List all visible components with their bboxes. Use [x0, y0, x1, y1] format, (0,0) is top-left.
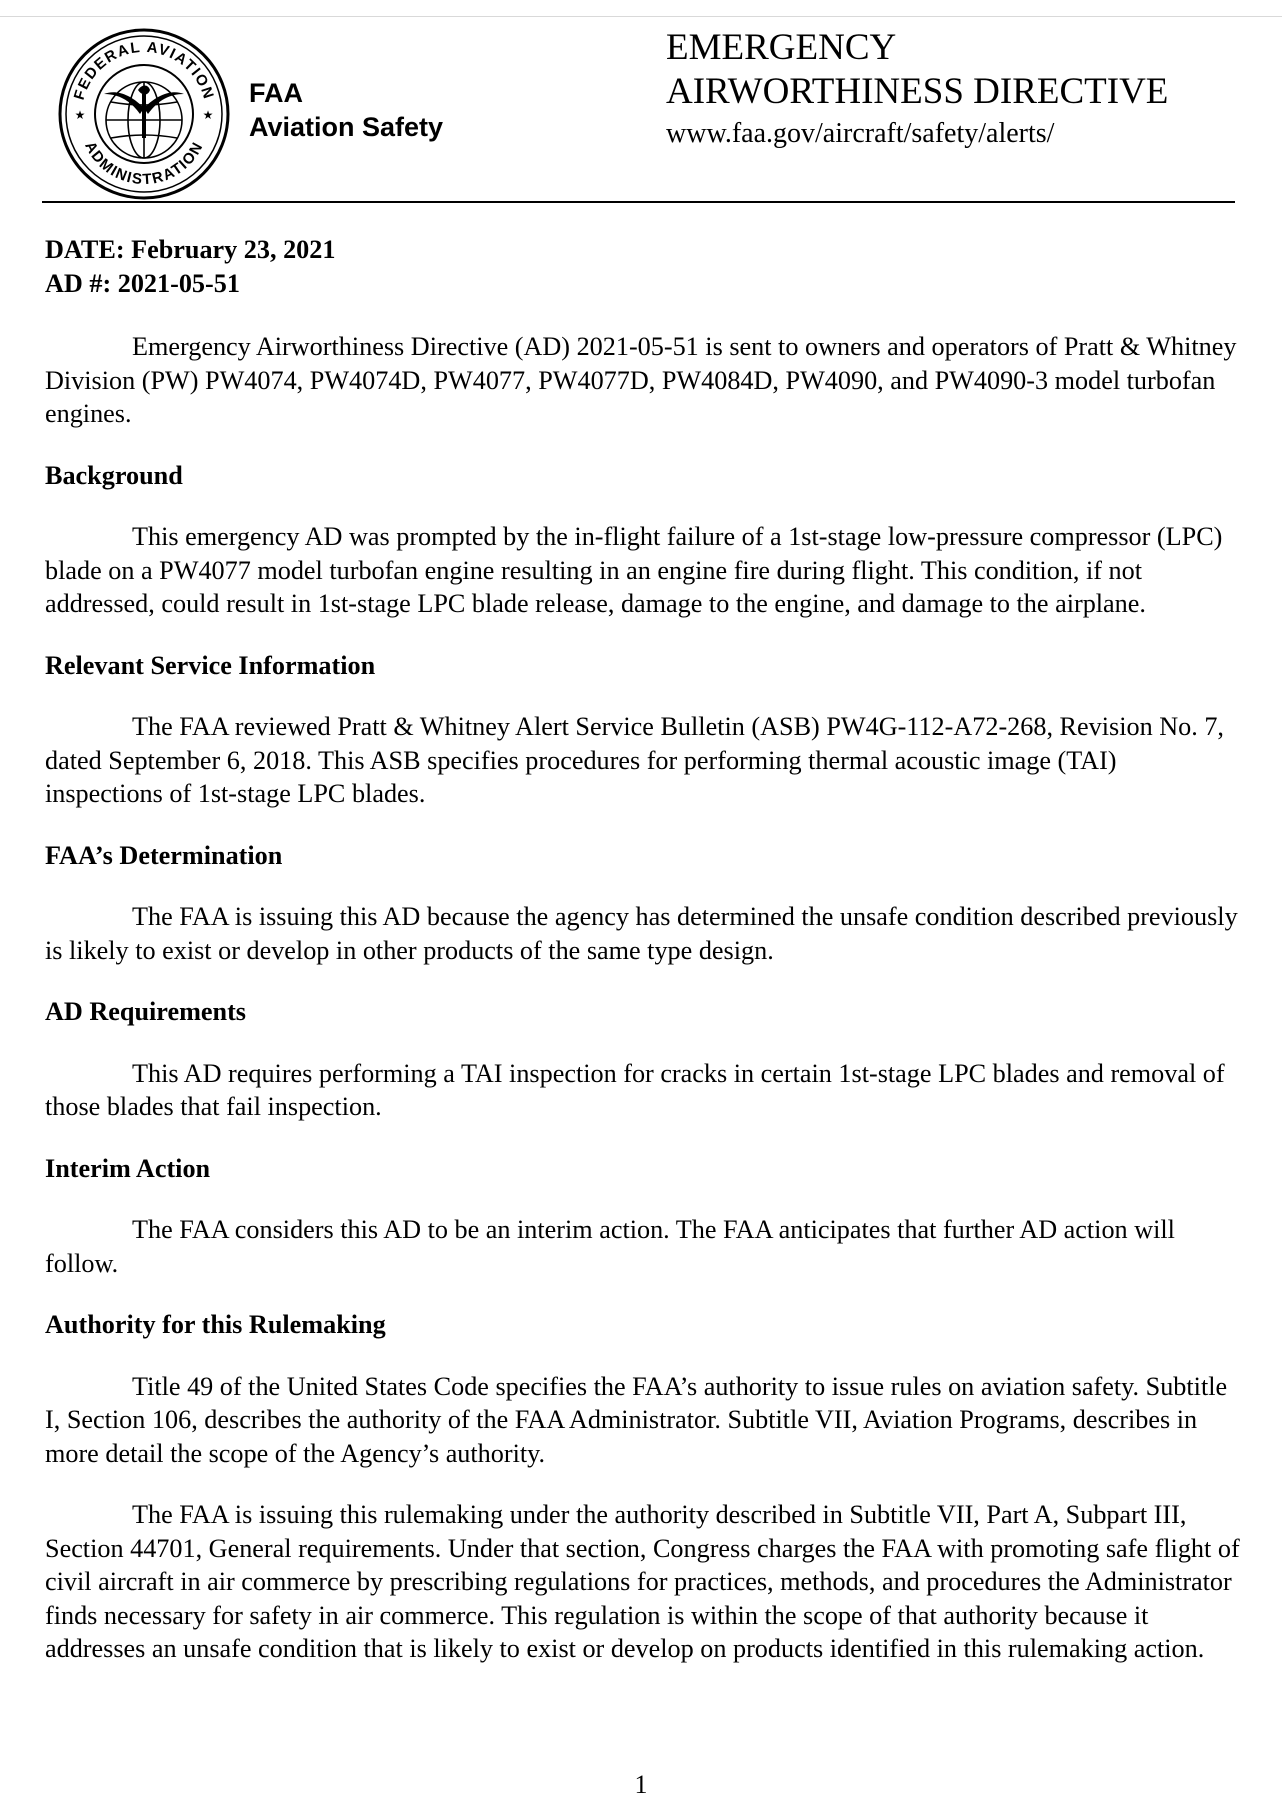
heading-relevant-service-information: Relevant Service Information — [45, 650, 376, 680]
faa-seal-logo — [58, 28, 230, 200]
alerts-url: www.faa.gov/aircraft/safety/alerts/ — [666, 118, 1055, 149]
title-line-airworthiness-directive: AIRWORTHINESS DIRECTIVE — [666, 71, 1169, 112]
heading-authority-for-rulemaking: Authority for this Rulemaking — [45, 1310, 386, 1339]
paragraph-background: This emergency AD was prompted by the in-flight failure of a 1st-stage low-pressure compressor (LPC) blade on a PW4077 model turbofan engine resulting in an engine fire during flight. This condition, if not addressed, could result in 1st-stage LPC blade release, damage to the engine, and damage to the airplane. — [45, 522, 1223, 618]
svg-text:★: ★ — [202, 108, 214, 122]
svg-text:★: ★ — [74, 108, 86, 122]
faa-brand — [249, 76, 443, 144]
date-line: DATE: February 23, 2021 — [45, 235, 336, 264]
paragraph-authority-title-49: Title 49 of the United States Code specifies the FAA’s authority to issue rules on aviation safety. Subtitle I, Section 106, describes the authority of the FAA Administrator. Subtitle VII, Aviation Programs, describes in more detail the scope of the Agency’s authority. — [45, 1371, 1228, 1468]
heading-interim-action: Interim Action — [45, 1153, 211, 1183]
intro-paragraph: Emergency Airworthiness Directive (AD) 2021-05-51 is sent to owners and operators of Pratt & Whitney Division (PW) PW4074, PW4074D, PW4077, PW4077D, PW4084D, PW4090, and PW4090-3 model turbofan engines. — [45, 332, 1237, 428]
header-divider — [42, 201, 1235, 203]
page-top-border — [0, 16, 1282, 17]
page-number: 1 — [634, 1770, 648, 1799]
ad-number-line: AD #: 2021-05-51 — [45, 268, 240, 298]
document-body — [45, 233, 1240, 1666]
title-line-emergency: EMERGENCY — [666, 27, 897, 68]
svg-text:ADMINISTRATION: ADMINISTRATION — [81, 138, 207, 189]
brand-line-aviation-safety: Aviation Safety — [249, 112, 444, 142]
svg-text:FEDERAL AVIATION: FEDERAL AVIATION — [70, 38, 218, 102]
paragraph-interim-action: The FAA considers this AD to be an interim action. The FAA anticipates that further AD action will follow. — [45, 1215, 1175, 1278]
heading-faa-determination: FAA’s Determination — [45, 840, 283, 870]
heading-ad-requirements: AD Requirements — [45, 997, 246, 1026]
heading-background: Background — [45, 460, 183, 490]
document-title-block — [666, 26, 1168, 152]
brand-line-faa: FAA — [249, 78, 303, 108]
paragraph-faa-determination: The FAA is issuing this AD because the agency has determined the unsafe condition described previously is likely to exist or develop in other products of the same type design. — [45, 902, 1238, 965]
paragraph-relevant-service-information: The FAA reviewed Pratt & Whitney Alert Service Bulletin (ASB) PW4G-112-A72-268, Revision No. 7, dated September 6, 2018. This ASB specifies procedures for performing thermal acoustic image (TAI) inspections of 1st-stage LPC blades. — [45, 712, 1224, 808]
paragraph-ad-requirements: This AD requires performing a TAI inspection for cracks in certain 1st-stage LPC blades and removal of those blades that fail inspection. — [45, 1058, 1225, 1121]
paragraph-authority-section-44701: The FAA is issuing this rulemaking under the authority described in Subtitle VII, Part A, Subpart III, Section 44701, General requirements. Under that section, Congress charges the FAA with promoting safe flight of civil aircraft in air commerce by prescribing regulations for practices, methods, and procedures the Administrator finds necessary for safety in air commerce. This regulation is within the scope of that authority because it addresses an unsafe condition that is likely to exist or develop on products identified in this rulemaking action. — [45, 1500, 1240, 1663]
